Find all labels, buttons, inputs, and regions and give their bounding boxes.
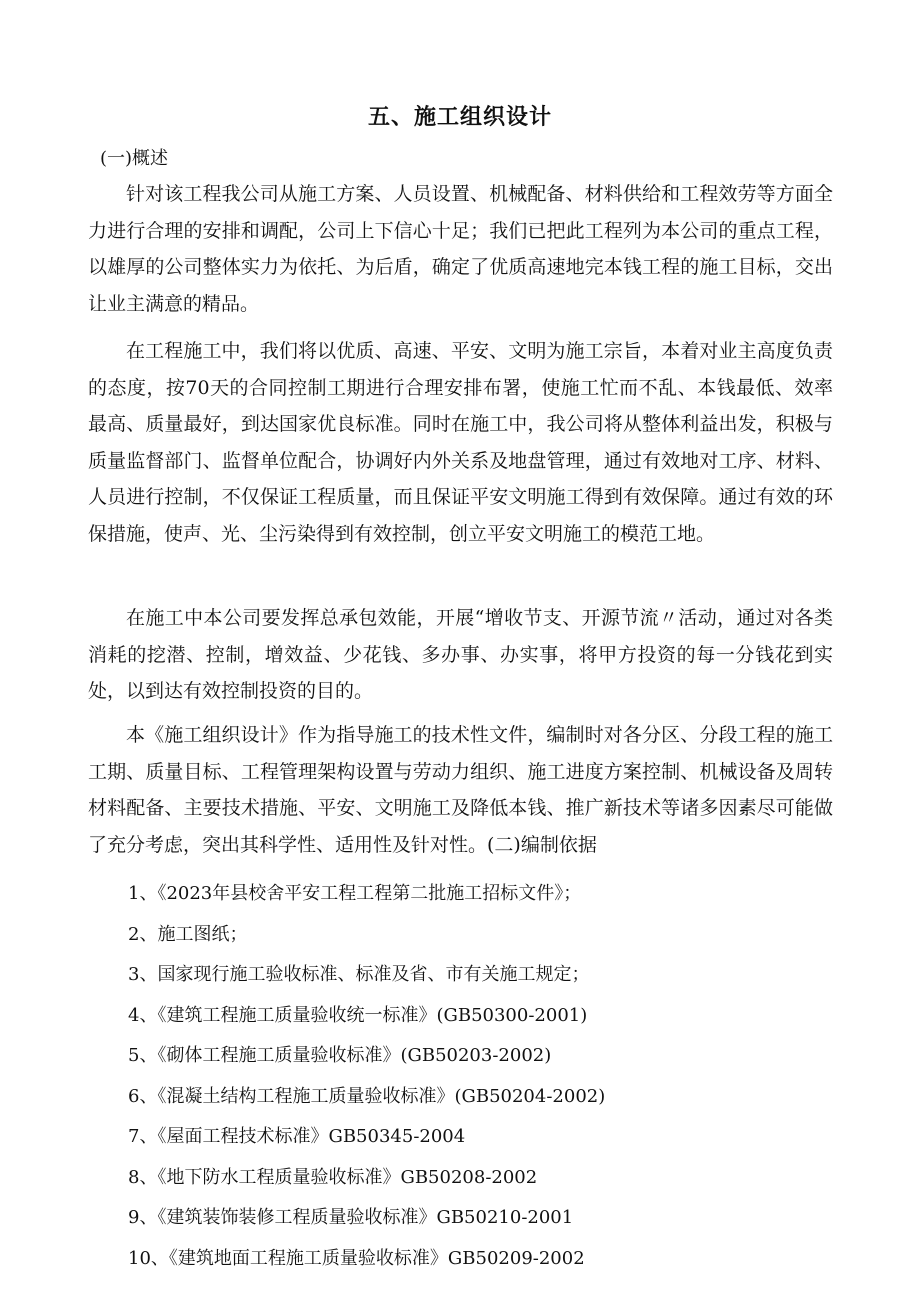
list-item: 8、《地下防水工程质量验收标准》GB50208-2002 [128,1166,538,1188]
basis-list [128,874,605,1279]
list-item: 1、《2023年县校舍平安工程工程第二批施工招标文件》； [128,883,582,904]
list-item: 7、《屋面工程技术标准》GB50345-2004 [128,1126,466,1147]
section-heading-overview: (一)概述 [100,148,169,169]
list-item: 5、《砌体工程施工质量验收标准》(GB50203-2002) [128,1045,552,1066]
page-title: 五、施工组织设计 [367,105,552,130]
list-item: 10、《建筑地面工程施工质量验收标准》GB50209-2002 [128,1247,585,1269]
list-item: 2、施工图纸； [128,923,248,945]
list-item: 4、《建筑工程施工质量验收统一标准》(GB50300-2001) [128,1004,588,1026]
paragraph: 针对该工程我公司从施工方案、人员设置、机械配备、材料供给和工程效劳等方面全力进行合理的安排和调配，公司上下信心十足；我们已把此工程列为本公司的重点工程，以雄厚的公司整体实力为依托、为后盾，确定了优质高速地完本钱工程的施工目标，交出让业主满意的精品。 [88,183,833,315]
paragraph: 本《施工组织设计》作为指导施工的技术性文件，编制时对各分区、分段工程的施工工期、质量目标、工程管理架构设置与劳动力组织、施工进度方案控制、机械设备及周转材料配备、主要技术措施、平安、文明施工及降低本钱、推广新技术等诸多因素尽可能做了充分考虑，突出其科学性、适用性及针对性。(二)编制依据 [88,724,833,856]
paragraph: 在工程施工中，我们将以优质、高速、平安、文明为施工宗旨，本着对业主高度负责的态度，按70天的合同控制工期进行合理安排布署，使施工忙而不乱、本钱最低、效率最高、质量最好，到达国家优良标准。同时在施工中，我公司将从整体利益出发，积极与质量监督部门、监督单位配合，协调好内外关系及地盘管理，通过有效地对工序、材料、人员进行控制，不仅保证工程质量，而且保证平安文明施工得到有效保障。通过有效的环保措施，使声、光、尘污染得到有效控制，创立平安文明施工的模范工地。 [88,340,833,545]
list-item: 9、《建筑装饰装修工程质量验收标准》GB50210-2001 [128,1207,574,1228]
list-item: 3、国家现行施工验收标准、标准及省、市有关施工规定； [128,964,590,985]
list-item: 6、《混凝土结构工程施工质量验收标准》(GB50204-2002) [128,1085,606,1107]
paragraph: 在施工中本公司要发挥总承包效能，开展“增收节支、开源节流〃活动，通过对各类消耗的挖潜、控制，增效益、少花钱、多办事、办实事，将甲方投资的每一分钱花到实处，以到达有效控制投资的目的。 [88,607,833,702]
